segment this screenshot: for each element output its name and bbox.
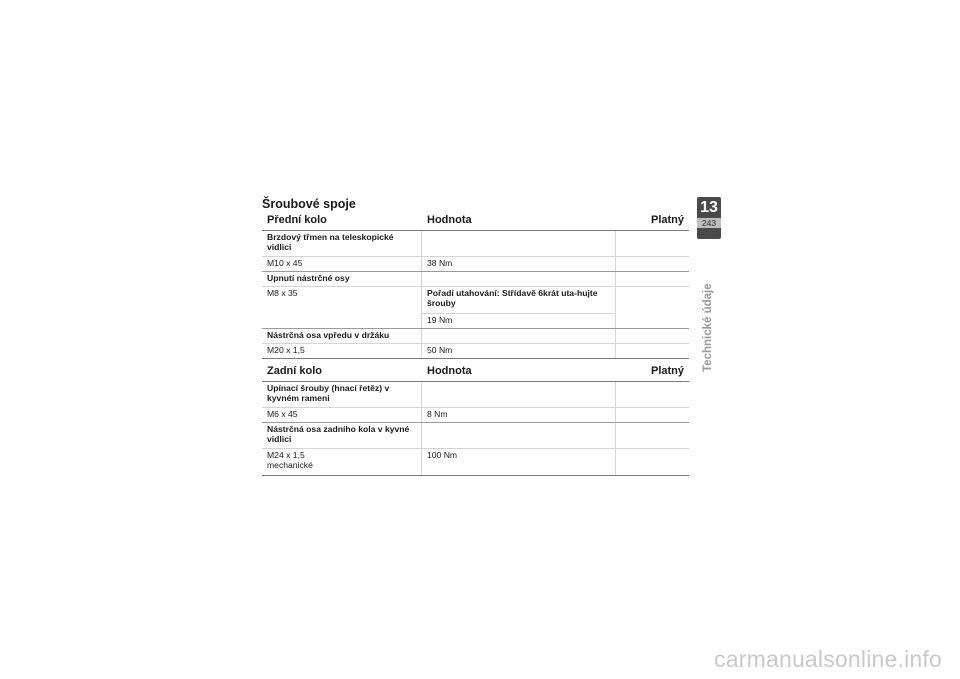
row-validity — [616, 423, 689, 448]
row-validity — [616, 231, 689, 256]
row-validity — [616, 382, 689, 407]
tightening-note: Pořadí utahování: Střídavě 6krát uta-hujte šrouby — [427, 288, 598, 308]
row-label: Nástrčná osa vpředu v držáku — [262, 329, 422, 343]
row-value: 50 Nm — [422, 344, 616, 358]
column-header: Přední kolo — [267, 214, 327, 226]
row-value — [422, 423, 616, 448]
table-header — [262, 210, 689, 231]
column-header: Platný — [650, 214, 684, 226]
row-value — [422, 382, 616, 407]
row-label: Upínací šrouby (hnací řetěz) v kyvném rameni — [262, 382, 422, 407]
row-label: M24 x 1,5 — [267, 450, 305, 460]
page-number: 243 — [697, 218, 721, 228]
row-value — [422, 231, 616, 256]
row-value-stack — [422, 287, 616, 328]
watermark: carmanualsonline.info — [714, 646, 942, 672]
chapter-tab — [697, 197, 721, 239]
table-row — [262, 382, 689, 408]
row-validity — [616, 344, 689, 358]
row-label: Nástrčná osa zadního kola v kyvné vidlici — [262, 423, 422, 448]
row-value — [422, 329, 616, 343]
page-title: Šroubové spoje — [262, 197, 356, 211]
table-row — [262, 272, 689, 287]
column-header: Hodnota — [427, 214, 472, 226]
table-row — [262, 408, 689, 423]
table-row — [262, 231, 689, 257]
front-wheel-table — [262, 210, 689, 359]
row-value: 19 Nm — [422, 313, 615, 327]
row-label: M20 x 1,5 — [262, 344, 422, 358]
table-row — [262, 257, 689, 272]
row-validity — [616, 329, 689, 343]
chapter-side-label: Technické údaje — [702, 283, 714, 372]
row-value: 38 Nm — [422, 257, 616, 271]
row-label-note: mechanické — [267, 459, 313, 470]
row-label-group — [262, 449, 422, 475]
row-value — [422, 272, 616, 286]
row-validity — [616, 257, 689, 271]
rear-wheel-table — [262, 361, 689, 476]
column-header: Hodnota — [427, 365, 472, 377]
table-row — [262, 287, 689, 329]
row-label: Brzdový třmen na teleskopické vidlici — [262, 231, 422, 256]
row-validity — [616, 272, 689, 286]
row-label: M10 x 45 — [262, 257, 422, 271]
chapter-number: 13 — [700, 199, 718, 216]
column-header: Zadní kolo — [267, 365, 322, 377]
table-row — [262, 423, 689, 449]
table-header — [262, 361, 689, 382]
table-row — [262, 449, 689, 476]
row-value: 100 Nm — [422, 449, 616, 475]
table-row — [262, 329, 689, 344]
row-validity — [616, 287, 689, 328]
row-value: 8 Nm — [422, 408, 616, 422]
row-validity — [616, 408, 689, 422]
table-row — [262, 344, 689, 359]
column-header: Platný — [650, 365, 684, 377]
row-validity — [616, 449, 689, 475]
row-label: Upnutí nástrčné osy — [262, 272, 422, 286]
row-label: M6 x 45 — [262, 408, 422, 422]
row-label: M8 x 35 — [262, 287, 422, 328]
